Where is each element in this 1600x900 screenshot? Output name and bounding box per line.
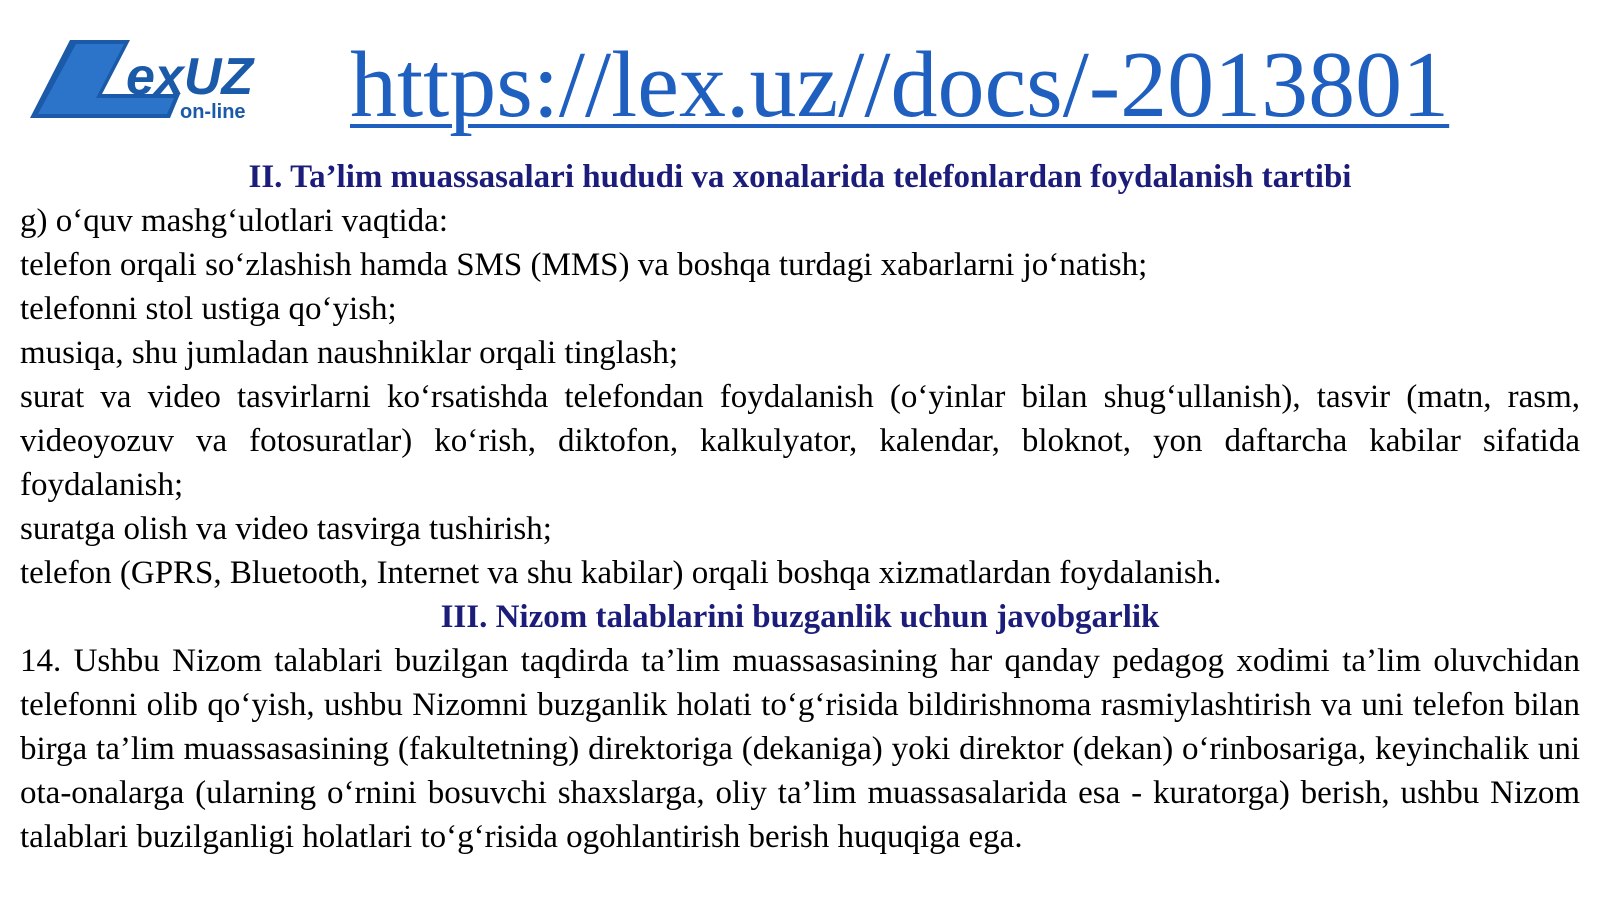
list-item: surat va video tasvirlarni ko‘rsatishda telefondan foydalanish (o‘yinlar bilan shug‘ullanish), tasvir (matn, rasm, videoyozuv va fotosuratlar) ko‘rish, diktofon, kalkulyator, kalendar, bloknot, yon daftarcha kabilar sifatida foydalanish; xyxy=(20,379,1580,503)
paragraph-14: 14. Ushbu Nizom talablari buzilgan taqdirda ta’lim muassasasining har qanday pedagog xodimi ta’lim oluvchidan telefonni olib qo‘yish, ushbu Nizomni buzganlik holati to‘g‘risida bildirishnoma rasmiylashtirish va uni telefon bilan birga ta’lim muassasasining (fakultetning) direktoriga (dekaniga) yoki direktor (dekan) o‘rinbosariga, keyinchalik uni ota-onalarga (ularning o‘rnini bosuvchi shaxslarga, oliy ta’lim muassasalarida esa - kuratorga) berish, ushbu Nizom talablari buzilganligi holatlari to‘g‘risida ogohlantirish berish huquqiga ega. xyxy=(20,643,1580,855)
svg-text:exUZ: exUZ xyxy=(126,48,254,106)
lexuz-logo-icon xyxy=(30,36,310,126)
list-item: musiqa, shu jumladan naushniklar orqali tinglash; xyxy=(20,335,679,371)
list-item: telefon orqali so‘zlashish hamda SMS (MMS) va boshqa turdagi xabarlarni jo‘natish; xyxy=(20,247,1148,283)
svg-text:on-line: on-line xyxy=(180,101,246,123)
document-header xyxy=(0,0,1600,150)
list-item: suratga olish va video tasvirga tushirish; xyxy=(20,511,552,547)
list-item: telefon (GPRS, Bluetooth, Internet va shu kabilar) orqali boshqa xizmatlardan foydalanish. xyxy=(20,555,1222,591)
document-url-link[interactable]: https://lex.uz//docs/-2013801 xyxy=(350,33,1450,137)
section-2-heading: II. Ta’lim muassasalari hududi va xonalarida telefonlardan foydalanish tartibi xyxy=(248,159,1352,195)
section-3-heading: III. Nizom talablarini buzganlik uchun javobgarlik xyxy=(440,599,1160,635)
list-item: g) o‘quv mashg‘ulotlari vaqtida: xyxy=(20,203,448,239)
lexuz-logo[interactable] xyxy=(30,36,310,126)
document-body xyxy=(20,155,1580,859)
list-item: telefonni stol ustiga qo‘yish; xyxy=(20,291,397,327)
